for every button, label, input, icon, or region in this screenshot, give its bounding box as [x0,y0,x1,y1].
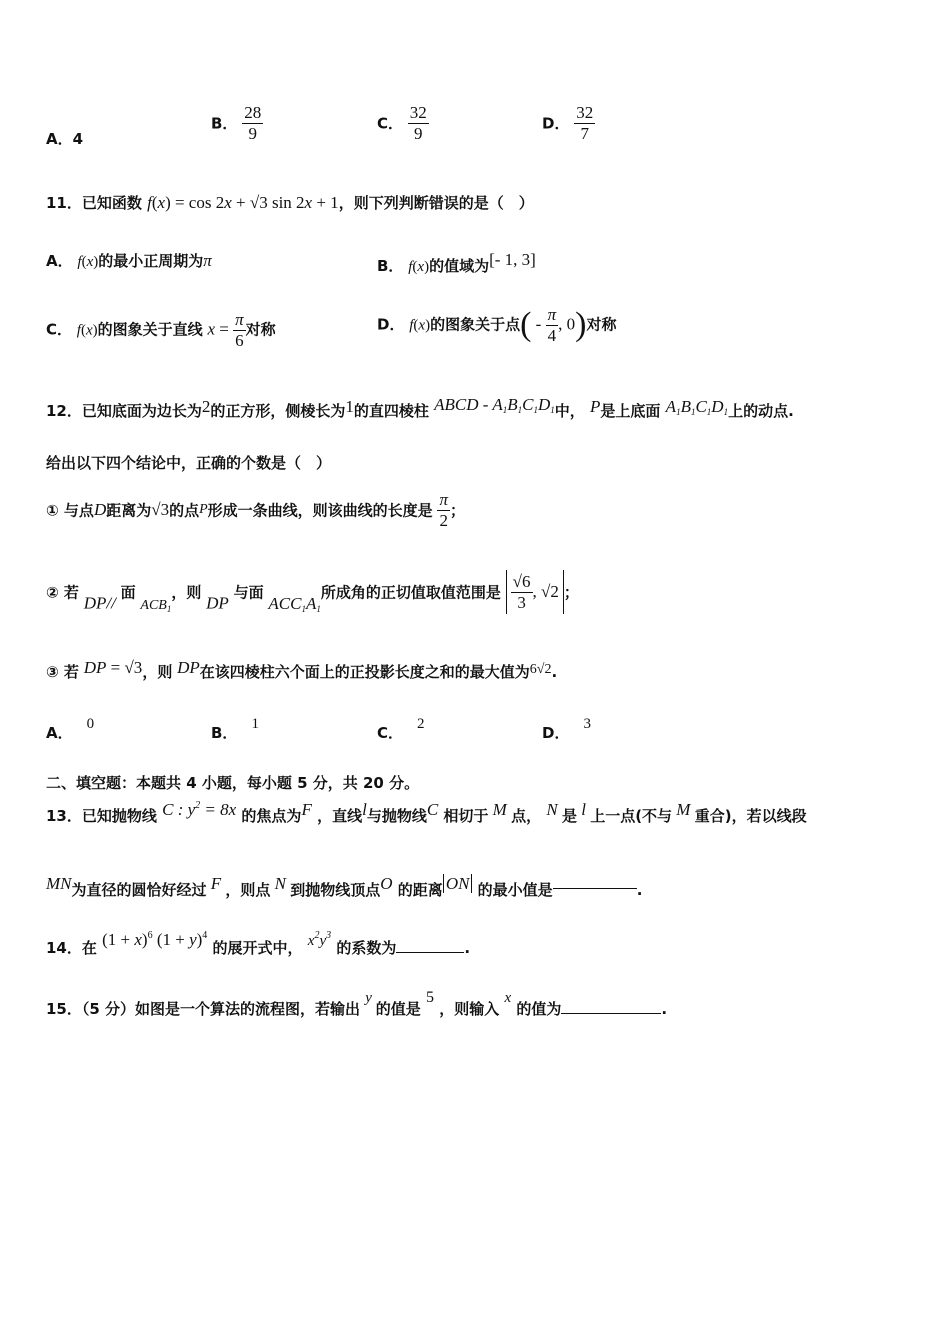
q12-line2: 给出以下四个结论中，正确的个数是（ ） [46,454,332,472]
q11-option-b: B． f(x)的值域为[- 1, 3] [377,250,536,275]
q12-option-b: B． 1 [211,716,259,742]
q13-line2: MN为直径的圆恰好经过 F ，则点 N 到抛物线顶点O 的距离 ON 的最小值是 . [46,874,643,899]
q10-option-b: B． $\frac{28}{9}$ [211,103,262,143]
answer-blank[interactable] [396,952,464,953]
range-bracket: $\frac{√6}{3}$ , √2 [506,570,564,614]
fraction: $\frac{28}{9}$ [244,103,262,143]
q10-option-d: D． $\frac{32}{7}$ [542,103,594,143]
q12-stem: 12．已知底面为边长为2的正方形，侧棱长为1的直四棱柱 ABCD - $A_1B_1C_1D_1$中， P是上底面 $A_1B_1C_1D_1$上的动点. [46,395,794,420]
q10-option-c: C． $\frac{32}{9}$ [377,103,427,143]
q12-statement-1: ① 与点D距离为√3的点P形成一条曲线，则该曲线的长度是 $\frac{\pi}{2}$ ； [46,490,465,530]
fraction: $\frac{\pi}{6}$ [235,310,244,350]
q12-statement-3: ③ 若 DP = √3，则 DP在该四棱柱六个面上的正投影长度之和的最大值为6√2. [46,658,558,681]
q11-option-a: A． f(x)的最小正周期为π [46,251,212,270]
answer-blank[interactable] [553,888,637,889]
q11-option-c: C． f(x)的图象关于直线 x = $\frac{\pi}{6}$ 对称 [46,310,276,350]
fraction: $\frac{\pi}{2}$ [439,490,448,530]
fraction: $\frac{32}{7}$ [576,103,594,143]
q10-option-a: A．4 [46,130,84,148]
q11-formula: f(x) = cos 2x + √3 sin 2x + 1 [147,193,339,212]
q11-option-d: D． f(x)的图象关于点( - $\frac{\pi}{4}$ , 0)对称 [377,305,617,345]
q13-line1: 13．已知抛物线 C : $y^2 = 8x$ 的焦点为F ，直线l与抛物线C 相切于 M 点， N 是 l 上一点(不与 M 重合)，若以线段 [46,800,807,825]
q14: 14．在 $(1 + x)^6$ $(1 + y)^4$ 的展开式中， $x^2y^3$ 的系数为 . [46,930,471,957]
q12-statement-2: ② 若 DP// 面 $ACB_1$，则 DP 与面 $ACC_1A_1$所成角的正切值取值范围是 $\frac{√6}{3}$ , √2 ； [46,572,579,614]
fraction: $\frac{\pi}{4}$ [547,305,557,345]
q11-stem: 11．已知函数 f(x) = cos 2x + √3 sin 2x + 1，则下列判断错误的是（ ） [46,193,534,212]
q15: 15．（5 分）如图是一个算法的流程图，若输出 y 的值是 5 ，则输入 x 的值为 . [46,989,668,1018]
section-heading: 二、填空题：本题共 4 小题，每小题 5 分，共 20 分。 [46,774,420,792]
q12-option-d: D． 3 [542,716,591,742]
fraction: $\frac{32}{9}$ [409,103,427,143]
answer-blank[interactable] [561,1013,661,1014]
q12-option-a: A． 0 [46,716,95,742]
q12-option-c: C． 2 [377,716,425,742]
